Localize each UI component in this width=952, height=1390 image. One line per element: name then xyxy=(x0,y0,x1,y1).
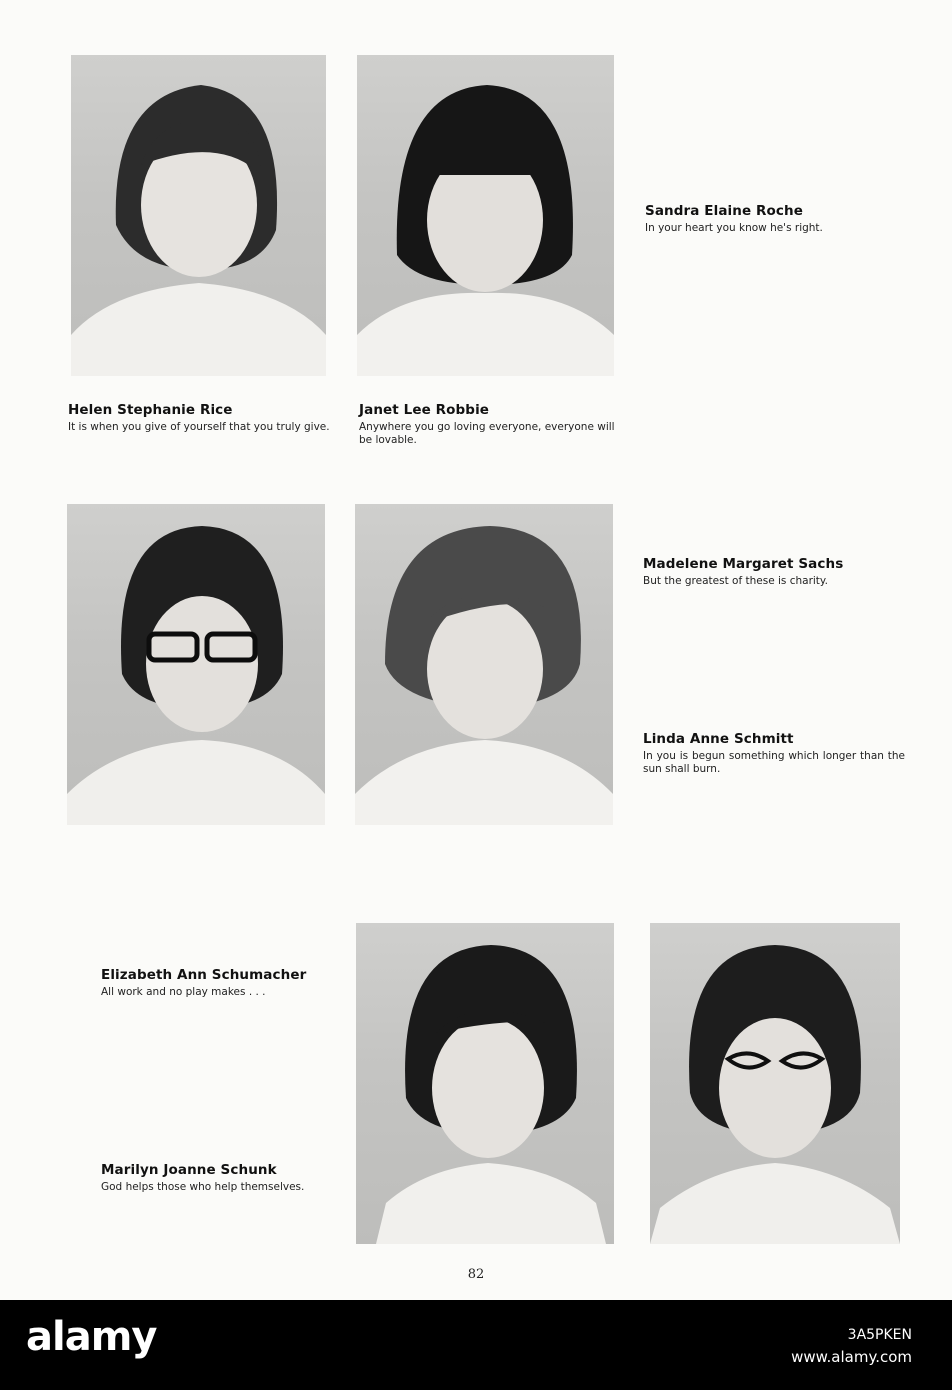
student-quote: But the greatest of these is charity. xyxy=(643,575,828,587)
student-quote: Anywhere you go loving everyone, everyone will be lovable. xyxy=(359,421,615,446)
watermark-footer xyxy=(0,1300,952,1390)
brand-logo: alamy xyxy=(26,1314,157,1360)
caption-roche xyxy=(645,203,905,235)
student-name: Sandra Elaine Roche xyxy=(645,203,803,219)
student-name: Linda Anne Schmitt xyxy=(643,731,794,747)
student-name: Janet Lee Robbie xyxy=(359,402,490,418)
caption-schumacher xyxy=(101,967,341,999)
student-name: Helen Stephanie Rice xyxy=(68,402,233,418)
portrait-photo-sachs xyxy=(67,504,325,825)
image-id: 3A5PKEN xyxy=(847,1327,912,1343)
student-name: Marilyn Joanne Schunk xyxy=(101,1162,277,1178)
student-quote: In your heart you know he's right. xyxy=(645,222,823,234)
image-info xyxy=(791,1324,912,1368)
student-name: Madelene Margaret Sachs xyxy=(643,556,844,572)
portrait-photo-schumacher xyxy=(356,923,614,1244)
student-name: Elizabeth Ann Schumacher xyxy=(101,967,307,983)
student-quote: God helps those who help themselves. xyxy=(101,1181,305,1193)
page-number: 82 xyxy=(467,1267,485,1282)
portrait-photo-rice xyxy=(71,55,326,376)
caption-rice xyxy=(68,402,330,434)
caption-schmitt xyxy=(643,731,905,776)
caption-robbie xyxy=(359,402,621,447)
caption-schunk xyxy=(101,1162,341,1194)
portrait-photo-schunk xyxy=(650,923,900,1244)
caption-sachs xyxy=(643,556,905,588)
site-url: www.alamy.com xyxy=(791,1348,912,1366)
student-quote: All work and no play makes . . . xyxy=(101,986,266,998)
portrait-photo-schmitt xyxy=(355,504,613,825)
student-quote: In you is begun something which longer than the sun shall burn. xyxy=(643,750,905,775)
student-quote: It is when you give of yourself that you truly give. xyxy=(68,421,330,433)
portrait-photo-robbie xyxy=(357,55,614,376)
